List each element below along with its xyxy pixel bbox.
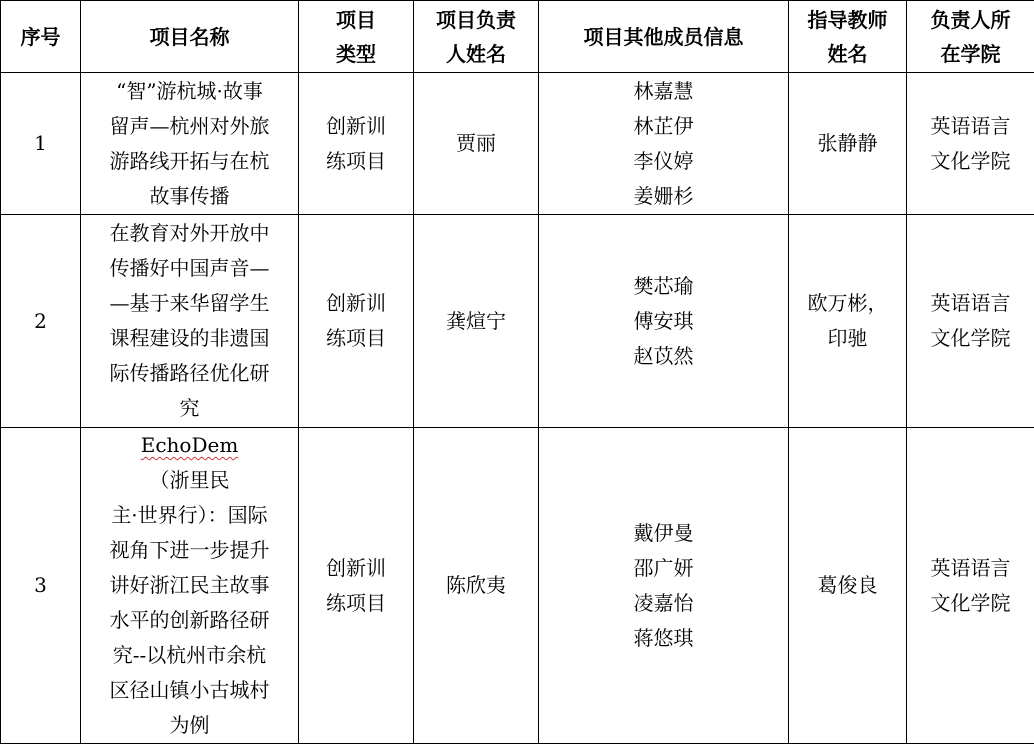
- project-type-cell: 创新训 练项目: [299, 215, 414, 428]
- members-cell: 戴伊曼 邵广妍 凌嘉怡 蒋悠琪: [539, 428, 789, 744]
- college-cell: 英语语言 文化学院: [907, 215, 1034, 428]
- advisor-name-cell: 葛俊良: [789, 428, 907, 744]
- header-row: [1, 1, 1034, 73]
- members-cell: 樊芯瑜 傅安琪 赵苡然: [539, 215, 789, 428]
- header-project-name: 项目名称: [81, 1, 299, 73]
- project-name-cell: “智”游杭城·故事 留声—杭州对外旅 游路线开拓与在杭 故事传播: [81, 73, 299, 215]
- header-advisor-name: 指导教师 姓名: [789, 1, 907, 73]
- advisor-name-cell: 欧万彬， 印驰: [789, 215, 907, 428]
- header-project-type: 项目 类型: [299, 1, 414, 73]
- table-row: [1, 428, 1034, 744]
- project-name-first-line: EchoDem （浙里民: [89, 428, 290, 498]
- table-row: [1, 73, 1034, 215]
- project-name-cell: EchoDem （浙里民 主·世界行）：国际 视角下进一步提升 讲好浙江民主故事 水平的创新路径研 究--以杭州市余杭 区径山镇小古城村 为例: [81, 428, 299, 744]
- project-name-cell: 在教育对外开放中 传播好中国声音— —基于来华留学生 课程建设的非遗国 际传播路径优化研 究: [81, 215, 299, 428]
- college-cell: 英语语言 文化学院: [907, 73, 1034, 215]
- advisor-name-cell: 张静静: [789, 73, 907, 215]
- leader-name-cell: 贾丽: [414, 73, 539, 215]
- header-leader-college: 负责人所 在学院: [907, 1, 1034, 73]
- members-cell: 林嘉慧 林芷伊 李仪婷 姜姗杉: [539, 73, 789, 215]
- header-other-members: 项目其他成员信息: [539, 1, 789, 73]
- row-index: 3: [1, 428, 81, 744]
- project-type-cell: 创新训 练项目: [299, 73, 414, 215]
- row-index: 2: [1, 215, 81, 428]
- leader-name-cell: 龚煊宁: [414, 215, 539, 428]
- college-cell: 英语语言 文化学院: [907, 428, 1034, 744]
- table-row: [1, 215, 1034, 428]
- header-leader-name: 项目负责 人姓名: [414, 1, 539, 73]
- header-index: 序号: [1, 1, 81, 73]
- leader-name-cell: 陈欣夷: [414, 428, 539, 744]
- project-type-cell: 创新训 练项目: [299, 428, 414, 744]
- spellcheck-underlined-word: EchoDem: [89, 428, 290, 463]
- row-index: 1: [1, 73, 81, 215]
